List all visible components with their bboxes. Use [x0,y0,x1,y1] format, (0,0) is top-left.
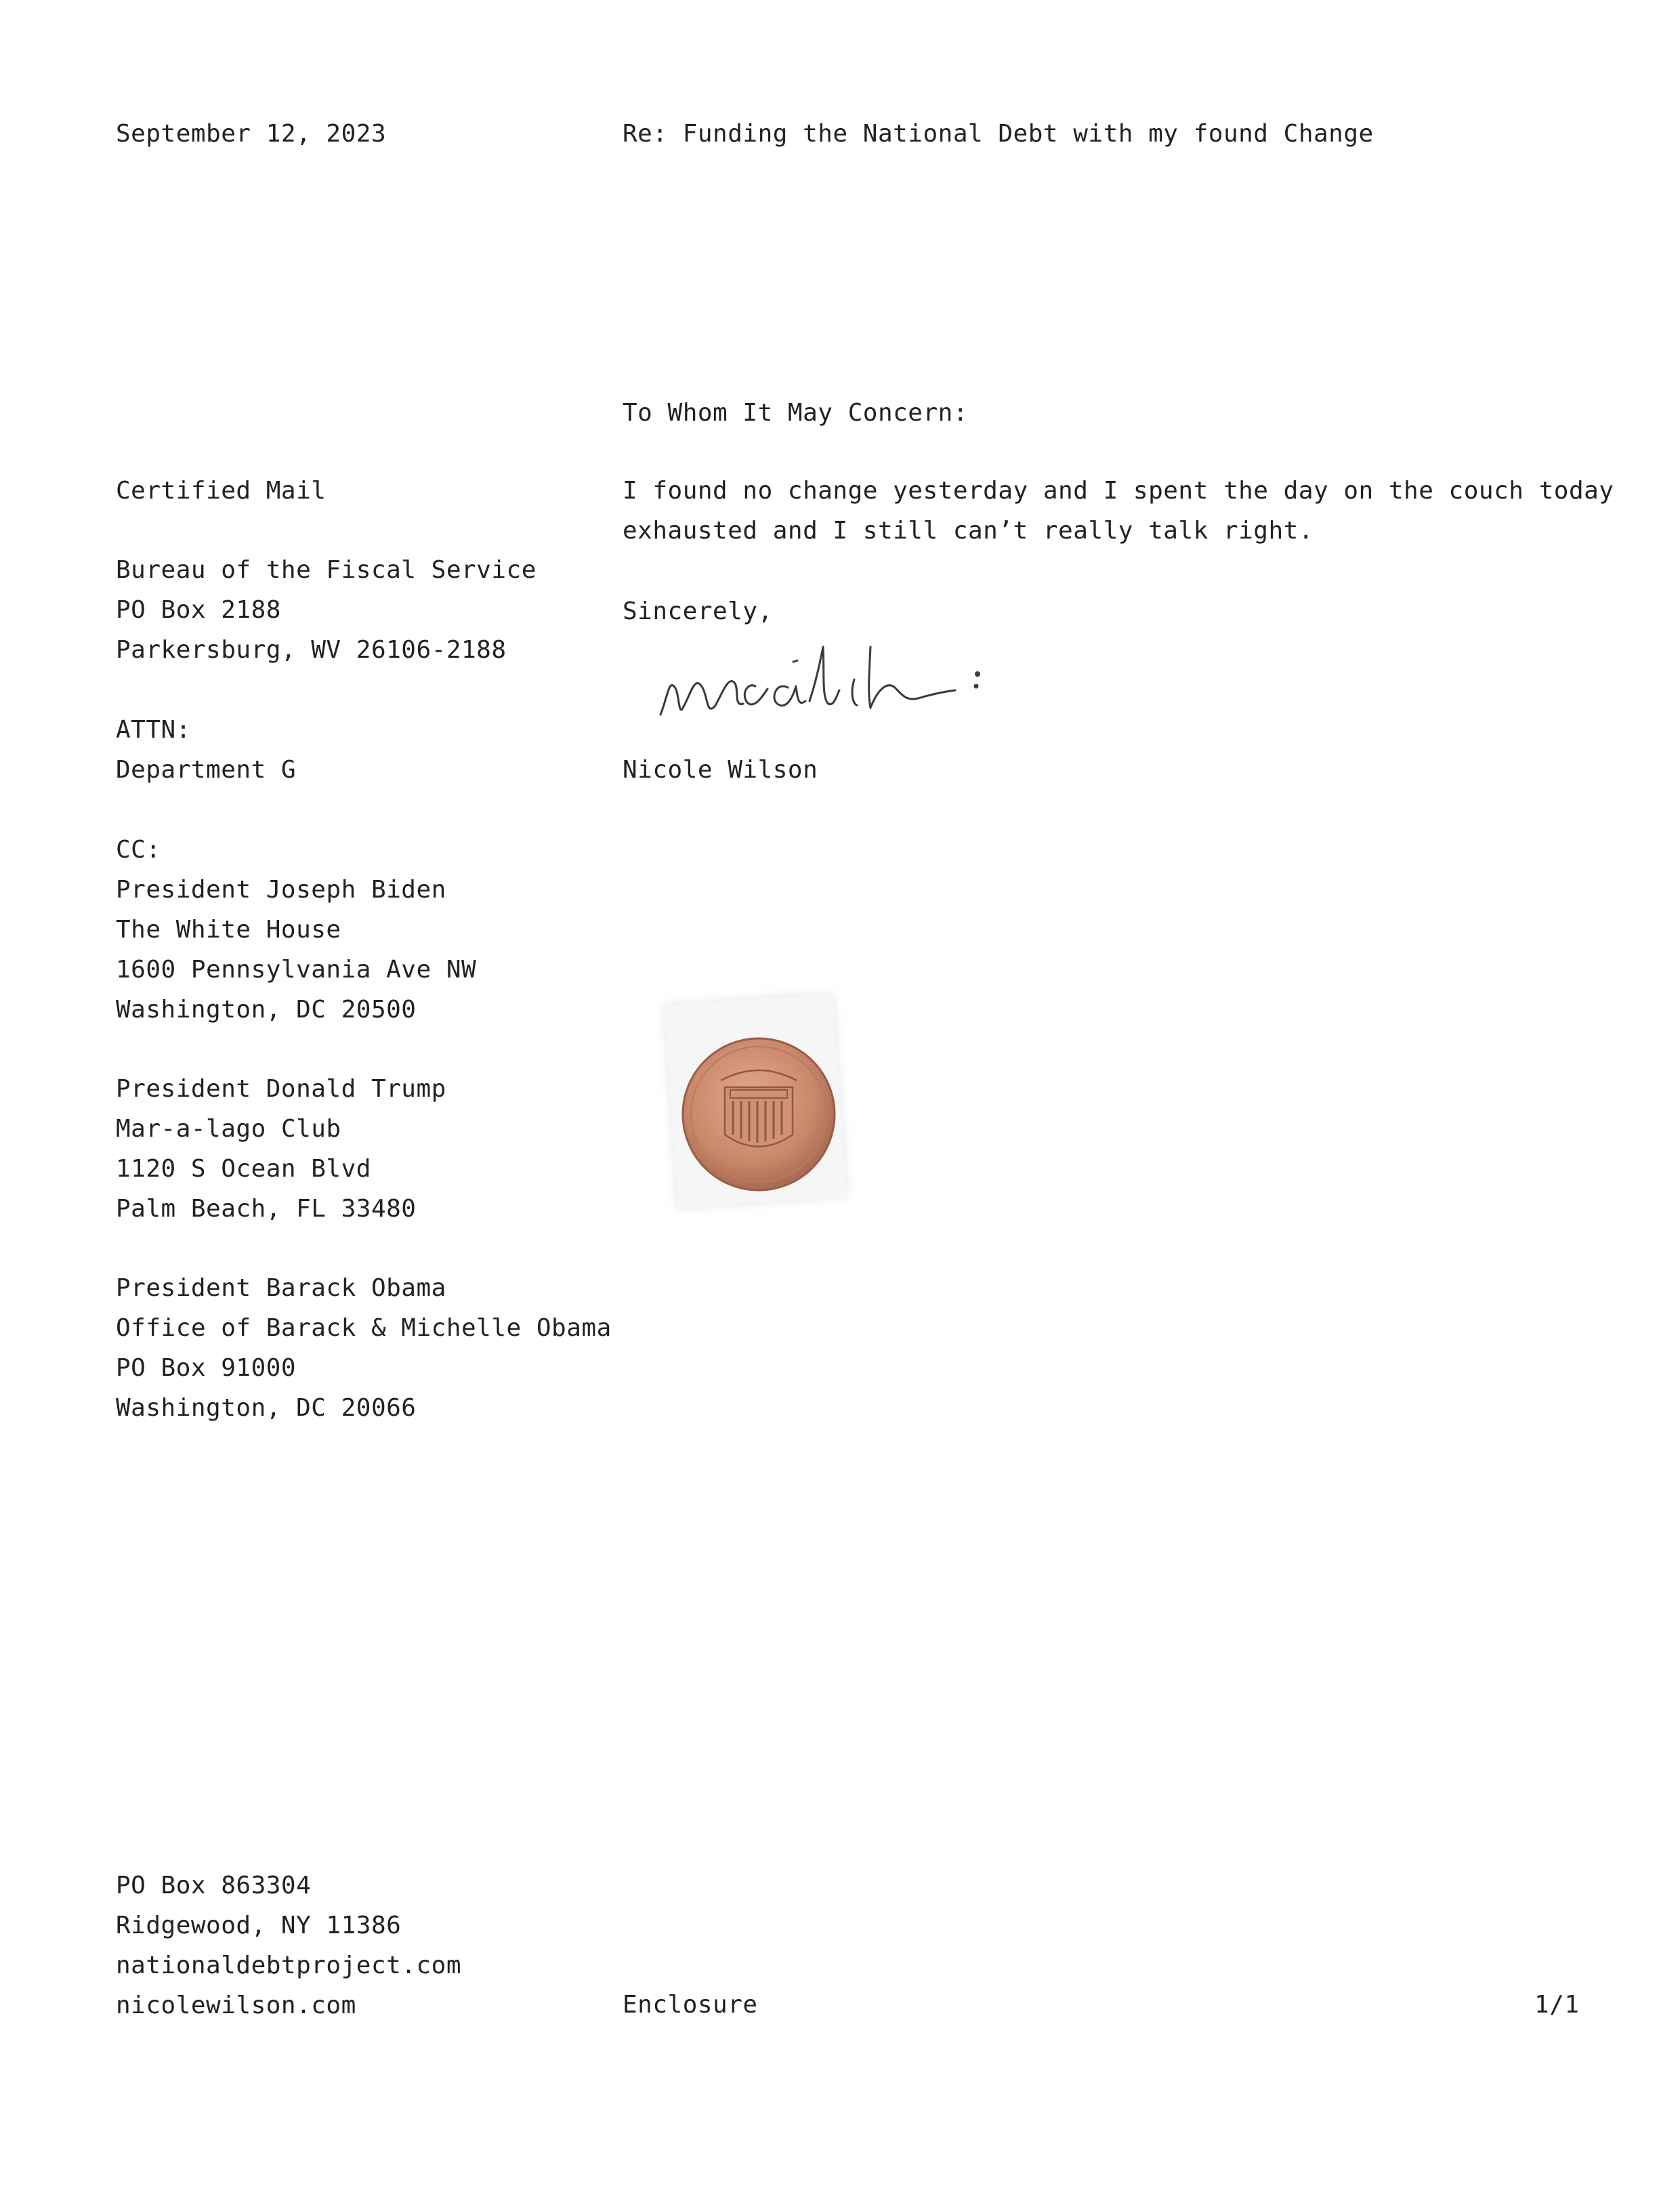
enclosed-penny [671,999,847,1202]
attn-label: ATTN: [116,716,191,744]
address-line: Washington, DC 20500 [116,996,417,1024]
website-link: nationaldebtproject.com [116,1952,461,1979]
closing: Sincerely, [623,597,773,625]
salutation: To Whom It May Concern: [623,399,968,427]
signature-image [654,633,1006,728]
address-line: President Joseph Biden [116,876,446,904]
attn-department: Department G [116,756,297,784]
cc-biden-address [116,830,476,1030]
address-line: Palm Beach, FL 33480 [116,1195,417,1223]
website-link: nicolewilson.com [116,1992,356,2019]
letter-date: September 12, 2023 [116,120,387,148]
page-number: 1/1 [1534,1991,1580,2019]
address-line: 1120 S Ocean Blvd [116,1155,371,1183]
address-line: 1600 Pennsylvania Ave NW [116,956,477,984]
address-line: Washington, DC 20066 [116,1394,417,1422]
body-line: I found no change yesterday and I spent the day on the couch today [623,477,1614,505]
letter-body [623,471,1614,551]
address-line: Office of Barack & Michelle Obama [116,1314,612,1342]
address-line: Ridgewood, NY 11386 [116,1912,402,1939]
attn-block [116,710,296,790]
sender-name: Nicole Wilson [623,756,818,784]
penny-icon [677,1033,840,1196]
address-line: PO Box 863304 [116,1872,312,1899]
sender-address [116,1866,461,2025]
address-line: Bureau of the Fiscal Service [116,556,537,584]
address-line: Mar-a-lago Club [116,1115,341,1143]
address-line: PO Box 91000 [116,1354,297,1382]
address-line: PO Box 2188 [116,596,281,624]
letter-subject: Re: Funding the National Debt with my found Change [623,120,1374,148]
cc-label: CC: [116,836,161,864]
address-line: President Donald Trump [116,1075,446,1103]
address-line: President Barack Obama [116,1274,446,1302]
body-line: exhausted and I still can’t really talk right. [623,517,1314,545]
recipient-address [116,550,537,670]
enclosure-label: Enclosure [623,1991,758,2019]
address-line: The White House [116,916,341,944]
cc-obama-address [116,1268,612,1428]
cc-trump-address [116,1069,446,1229]
address-line: Parkersburg, WV 26106-2188 [116,636,507,664]
certified-mail-label: Certified Mail [116,477,327,505]
